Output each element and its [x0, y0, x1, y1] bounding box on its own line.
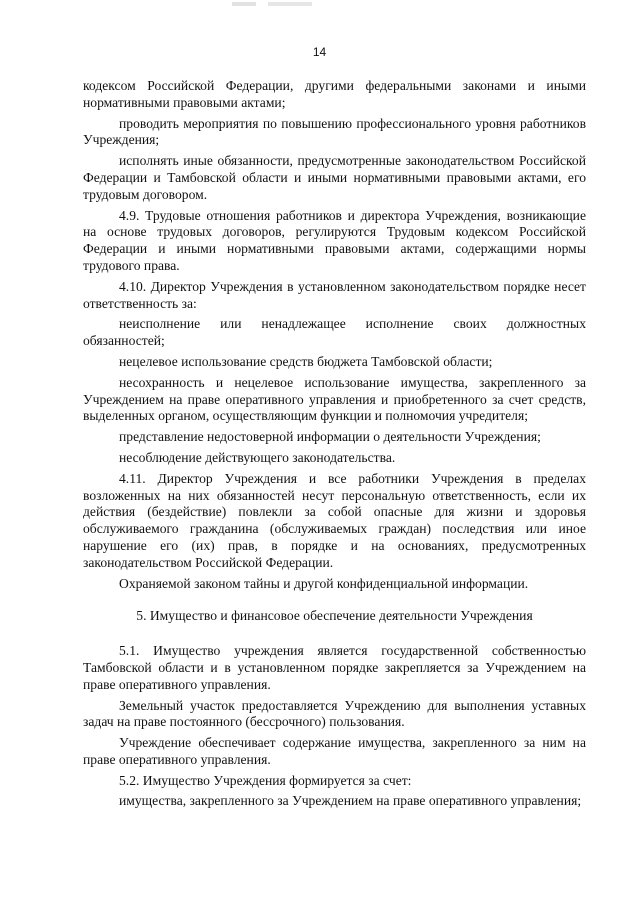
paragraph: кодексом Российской Федерации, другими федеральными законами и иными нормативными правовыми актами; [83, 78, 586, 110]
paragraph: неисполнение или ненадлежащее исполнение своих должностных обязанностей; [83, 316, 586, 349]
paragraph: 4.10. Директор Учреждения в установленном законодательством порядке несет ответственность за: [83, 278, 586, 311]
paragraph: 5.2. Имущество Учреждения формируется за счет: [119, 772, 412, 788]
paragraph: исполнять иные обязанности, предусмотренные законодательством Российской Федерации и Тамбовской области и иными нормативными правовыми актами, его трудовым договором. [83, 153, 586, 202]
page-number: 14 [312, 45, 327, 59]
scan-artifact [232, 2, 312, 6]
document-body [83, 74, 586, 810]
section-heading: 5. Имущество и финансовое обеспечение деятельности Учреждения [136, 608, 533, 624]
paragraph: Учреждение обеспечивает содержание имущества, закрепленного за ним на праве оперативного управления. [83, 735, 586, 767]
paragraph: несоблюдение действующего законодательства. [119, 449, 396, 465]
paragraph: Земельный участок предоставляется Учреждению для выполнения уставных задач на праве постоянного (бессрочного) пользования. [83, 697, 586, 730]
paragraph: нецелевое использование средств бюджета Тамбовской области; [119, 353, 493, 369]
paragraph: имущества, закрепленного за Учреждением на праве оперативного управления; [119, 793, 582, 809]
paragraph: проводить мероприятия по повышению профессионального уровня работников Учреждения; [83, 115, 586, 148]
paragraph: 5.1. Имущество учреждения является государственной собственностью Тамбовской области и в установленном порядке закрепляется за Учреждением на праве оперативного управления. [83, 643, 586, 692]
paragraph: представление недостоверной информации о деятельности Учреждения; [119, 429, 541, 445]
paragraph: Охраняемой законом тайны и другой конфиденциальной информации. [119, 575, 529, 591]
paragraph: 4.11. Директор Учреждения и все работники Учреждения в пределах возложенных на них обязанностей несут персональную ответственность, если их действия (бездействие) повлекли за собой опасные для жизни и здоровья обслуживаемого гражданина (обслуживаемых граждан) последствия или иное нарушение его (их) прав, в порядке и на основаниях, предусмотренных законодательством Российской Федерации. [83, 470, 586, 570]
paragraph: несохранность и нецелевое использование имущества, закрепленного за Учреждением на праве оперативного управления и приобретенного за счет средств, выделенных органом, осуществляющим функции и полномочия учредителя; [83, 374, 586, 424]
paragraph: 4.9. Трудовые отношения работников и директора Учреждения, возникающие на основе трудовых договоров, регулируются Трудовым кодексом Российской Федерации и иными нормативными правовыми актами, содержащими нормы трудового права. [83, 207, 586, 273]
